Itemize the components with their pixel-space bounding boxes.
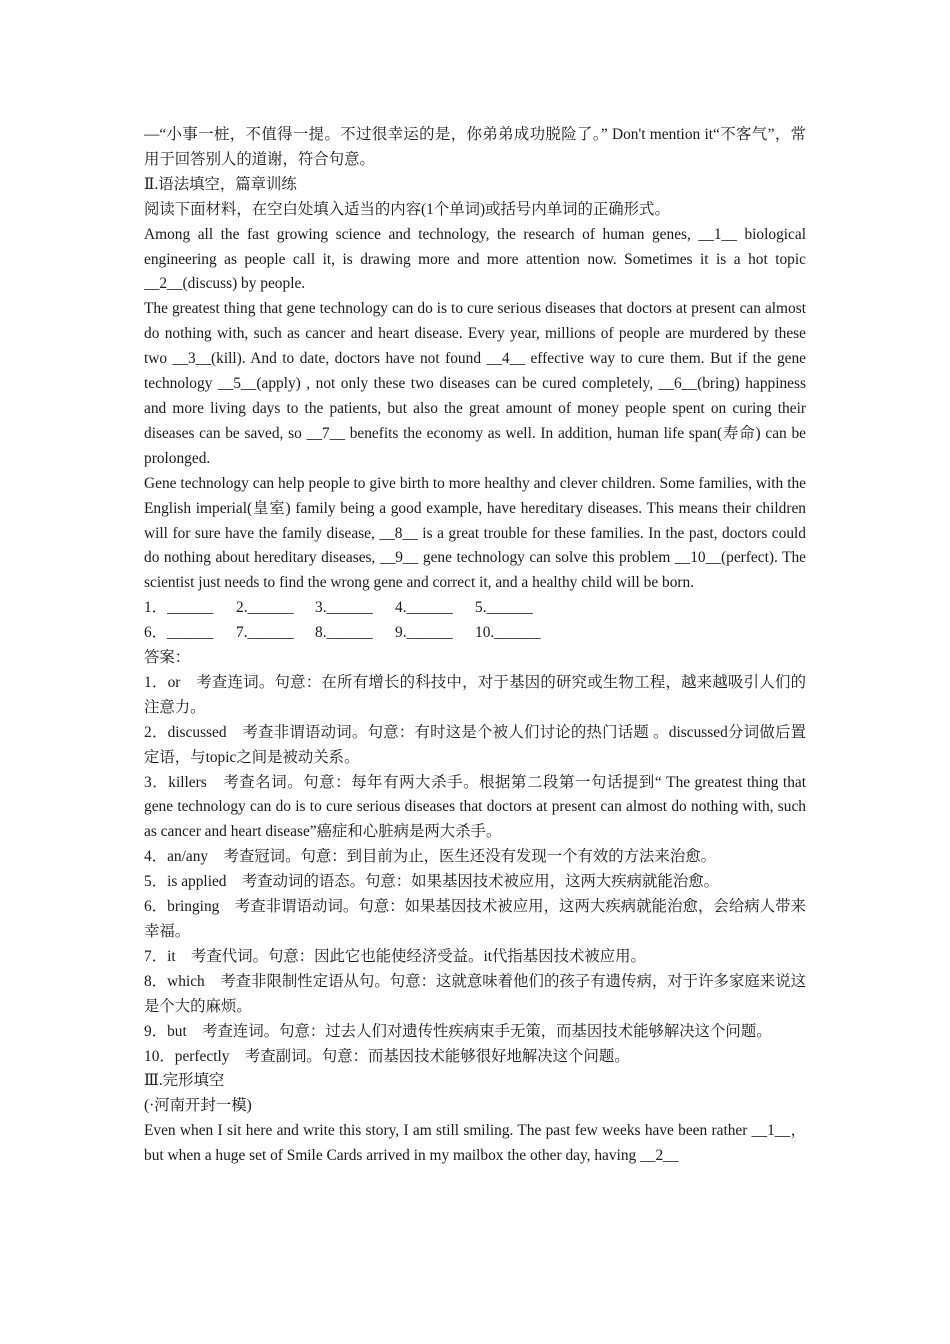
answer-5: 5．is applied 考查动词的语态。句意：如果基因技术被应用，这两大疾病就能治愈。 <box>144 873 719 891</box>
document-page <box>144 123 806 1169</box>
passage-paragraph-2: The greatest thing that gene technology can do is to cure serious diseases that doctors at present can almost do nothing with, such as cancer and heart disease. Every year, millions of people are murdered by these two __3__(kill). And to date, doctors have not found __4__ effective way to cure them. But if the gene technology __5__(apply) , not only these two diseases can be cured completely, __6__(bring) happiness and more living days to the patients, but also the great amount of money people spent on curing their diseases can be saved, so __7__ benefits the economy as well. In addition, human life span(寿命) can be prolonged. <box>144 300 806 467</box>
answer-4: 4．an/any 考查冠词。句意：到目前为止，医生还没有发现一个有效的方法来治愈。 <box>144 848 717 866</box>
blank-9: 9.______ <box>395 624 453 642</box>
section-2-instruction: 阅读下面材料，在空白处填入适当的内容(1个单词)或括号内单词的正确形式。 <box>144 200 670 218</box>
blank-row-1 <box>144 596 806 621</box>
answer-7: 7．it 考查代词。句意：因此它也能使经济受益。it代指基因技术被应用。 <box>144 947 646 965</box>
section-3-passage: Even when I sit here and write this story, I am still smiling. The past few weeks have been rather __1__， but when a huge set of Smile Cards arrived in my mailbox the other day, having __2__ <box>144 1122 806 1165</box>
answers-label: 答案： <box>144 649 191 667</box>
passage-paragraph-1: Among all the fast growing science and technology, the research of human genes, __1__ biological engineering as people call it, is drawing more and more attention now. Sometimes it is a hot topic __2__(discuss) by people. <box>144 225 806 293</box>
answer-1: 1．or 考查连词。句意：在所有增长的科技中，对于基因的研究或生物工程，越来越吸引人们的注意力。 <box>144 673 806 716</box>
answer-10: 10．perfectly 考查副词。句意：而基因技术能够很好地解决这个问题。 <box>144 1047 630 1065</box>
blank-4: 4.______ <box>395 599 453 617</box>
answer-6: 6．bringing 考查非谓语动词。句意：如果基因技术被应用，这两大疾病就能治愈，会给病人带来幸福。 <box>144 898 806 940</box>
blank-8: 8.______ <box>315 624 373 642</box>
blank-7: 7.______ <box>236 624 294 642</box>
answer-9: 9．but 考查连词。句意：过去人们对遗传性疾病束手无策，而基因技术能够解决这个问题。 <box>144 1022 772 1040</box>
section-2-title: Ⅱ.语法填空，篇章训练 <box>144 175 297 193</box>
passage-paragraph-3: Gene technology can help people to give birth to more healthy and clever children. Some families, with the English imperial(皇室) family being a good example, have hereditary diseases. This means their children will for sure have the family disease, __8__ is a great trouble for these families. In the past, doctors could do nothing about hereditary diseases, __9__ gene technology can solve this problem __10__(perfect). The scientist just needs to find the wrong gene and correct it, and a healthy child will be born. <box>144 474 806 592</box>
blank-1: 1．______ <box>144 599 214 617</box>
answer-3: 3．killers 考查名词。句意：每年有两大杀手。根据第二段第一句话提到“ The greatest thing that gene technology can do is to cure serious diseases that doctors at present can almost do nothing with, such as cancer and heart disease”癌症和心脏病是两大杀手。 <box>144 773 806 841</box>
answer-8: 8．which 考查非限制性定语从句。句意：这就意味着他们的孩子有遗传病，对于许多家庭来说这是个大的麻烦。 <box>144 972 806 1015</box>
blank-6: 6．______ <box>144 624 214 642</box>
answer-2: 2．discussed 考查非谓语动词。句意：有时这是个被人们讨论的热门话题 。discussed分词做后置定语，与topic之间是被动关系。 <box>144 723 806 766</box>
blank-5: 5.______ <box>475 599 533 617</box>
section-3-source: (·河南开封一模) <box>144 1097 252 1115</box>
blank-2: 2.______ <box>236 599 294 617</box>
blank-10: 10.______ <box>475 624 541 642</box>
blank-row-2 <box>144 621 806 646</box>
blank-3: 3.______ <box>315 599 373 617</box>
section-3-title: Ⅲ.完形填空 <box>144 1072 225 1090</box>
intro-paragraph: —“小事一桩，不值得一提。不过很幸运的是，你弟弟成功脱险了。” Don't mention it“不客气”，常用于回答别人的道谢，符合句意。 <box>144 126 806 168</box>
